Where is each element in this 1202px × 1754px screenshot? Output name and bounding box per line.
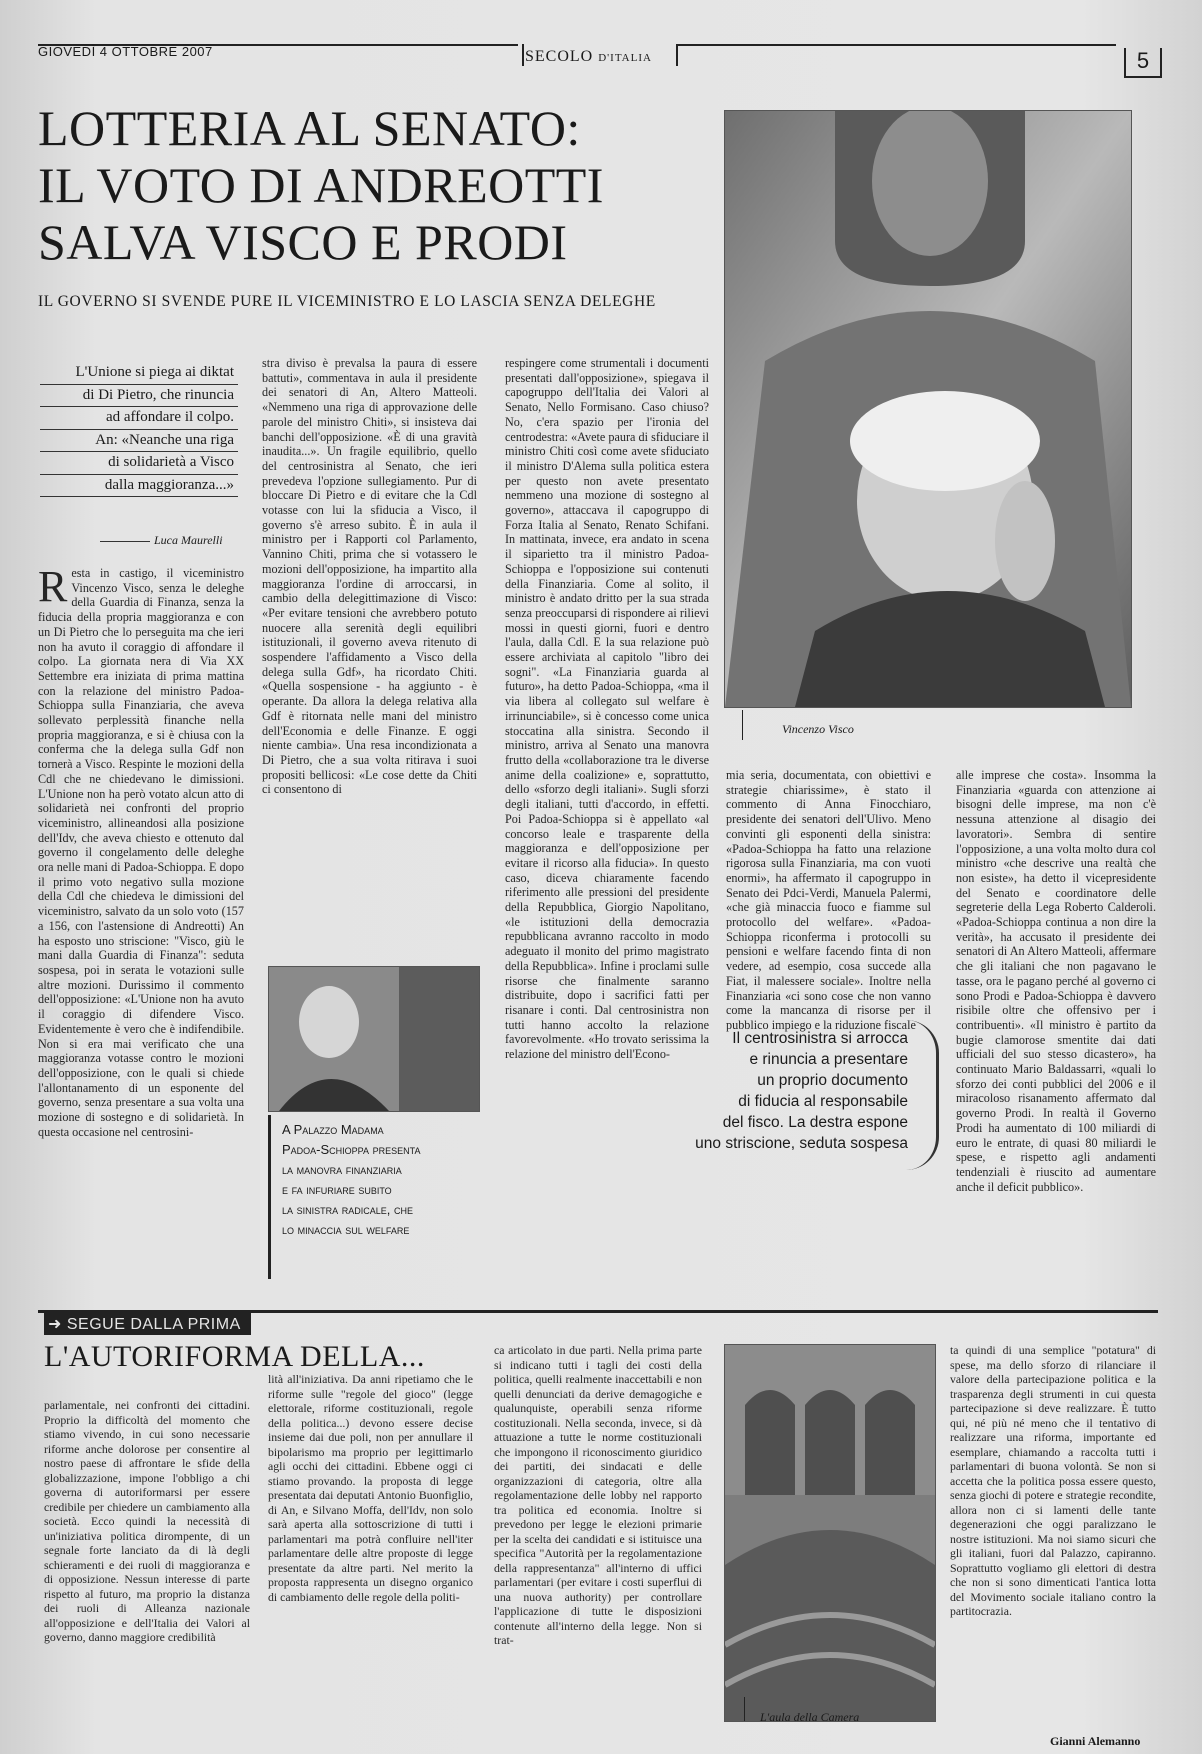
pull-quote-line: del fisco. La destra espone <box>722 1114 908 1131</box>
summary-line: L'Unione si piega ai diktat <box>40 362 238 385</box>
side-quote-line: A Palazzo Madama <box>282 1122 384 1137</box>
header-divider <box>522 44 524 66</box>
side-quote-line: Padoa-Schioppa presenta <box>282 1142 421 1157</box>
caption-rule <box>744 1697 745 1721</box>
side-quote <box>282 1120 492 1240</box>
pull-quote-line: un proprio documento <box>757 1072 908 1089</box>
second-article-column-2: lità all'iniziativa. Da anni ripetiamo che le riforme sulle "regole del gioco" (legge elettorale, riforme costituzionali, regole della politica...) devono essere decise insieme dai due poli, non per annullare il bipolarismo ma proprio per legittimarlo agli occhi dei cittadini. Ebbene oggi ci stiamo provando. la proposta di legge presentata dai deputati Antonio Buonfiglio, di An, e Silvano Moffa, dell'Idv, non solo sarà aperta alla sottoscrizione di tutti i parlamentari ma potrà confluire nell'iter parlamentare delle altre proposte di legge presentate da altre parti. Nel merito la proposta rappresenta un disegno organico di cambiamento delle regole della politi- <box>268 1372 473 1604</box>
pull-quote-bracket <box>906 1020 939 1170</box>
header-rule-right <box>678 44 1116 46</box>
arrow-right-icon: ➜ <box>48 1316 67 1333</box>
caption-rule <box>742 710 743 740</box>
photo-vincenzo-visco <box>724 110 1132 708</box>
second-article-column-1: parlamentale, nei confronti dei cittadini. Proprio la difficoltà del momento che stiamo vivendo, in cui sono necessarie riforme anche dolorose per consentire al nostro paese di affrontare le sfide della globalizzazione, impone l'obbligo a chi governa di autoriformarsi per essere credibile per chiedere un cambiamento alla società. Ecco quindi la necessità di un'iniziativa politica dirompente, di un segnale forte lanciato da di là degli schieramenti e dei ruoli di maggioranza e di opposizione. Nessun interesse di parte rispetto al futuro, ma proprio la distanza dei ruoli di Alleanza nazionale all'opposizione e dell'Italia dei Valori al governo, danno maggiore credibilità <box>44 1398 250 1644</box>
photo-illustration <box>725 1345 935 1721</box>
second-article-column-4: ta quindi di una semplice "potatura" di spese, ma dello sforzo di rilanciare il valore della partecipazione politica e la trasparenza degli strumenti in cui questa partecipazione si deve realizzare. È tutto qui, né più né meno che il tentativo di realizzare una riforma, importante ed esemplare, chiamando a raccolta tutti i parlamentari di buona volontà. Se non si accetta che la politica possa essere questo, senza giochi di potere e strategie recondite, allora non ci si lamenti delle tante degenerazioni che oggi paralizzano le nostre istituzioni. Ma noi siamo sicuri che gli italiani, fuori dal Palazzo, capiranno. Soprattutto vogliamo gli elettori di destra che non si sono dimenticati l'antica lotta del Movimento sociale italiano contro la partitocrazia. <box>950 1343 1156 1618</box>
side-quote-line: la manovra finanziaria <box>282 1162 402 1177</box>
summary-line: di Di Pietro, che rinuncia <box>40 385 238 408</box>
paper-name-main: SECOLO <box>525 48 594 65</box>
headline-line: IL VOTO DI ANDREOTTI <box>38 157 604 213</box>
subheadline: IL GOVERNO SI SVENDE PURE IL VICEMINISTRO E LO LASCIA SENZA DELEGHE <box>38 293 656 310</box>
photo-caption: L'aula della Camera <box>760 1710 860 1724</box>
pull-quote-line: di fiducia al responsabile <box>738 1093 908 1110</box>
author-signature: Gianni Alemanno <box>1050 1734 1141 1748</box>
header-divider <box>676 44 678 66</box>
page-number: 5 <box>1124 48 1162 78</box>
second-article-title: L'AUTORIFORMA DELLA... <box>44 1340 425 1373</box>
headline-line: SALVA VISCO E PRODI <box>38 214 568 270</box>
article-column-3: respingere come strumentali i documenti presentati dall'opposizione», spiegava il capogruppo dell'Italia dei Valori al Senato, Nello Formisano. Caso chiuso? No, c'era spazio per l'ironia del centrodestra: «Avete paura di sfiduciare il ministro Chiti così come avete sfiduciato il ministro D'Alema sulla politica estera per questo non avete presentato nemmeno una mozione di sostegno al governo», attaccava il capogruppo di Forza Italia al Senato, Renato Schifani. In mattinata, invece, era andato in scena il siparietto tra il ministro Padoa-Schioppa e l'opposizione sui contenuti della Finanziaria. Come al solito, il ministro è andato dritto per la sua strada senza preoccuparsi di rispondere ai rilievi mossi in questi giorni, fuori e dentro l'aula, dalla Cdl. E la sua relazione può essere archiviata al capitolo "libro dei sogni". «La Finanziaria guarda al futuro», ha detto Padoa-Schioppa, «ma il via libera al collegato sul welfare è irrinunciabile», si è concesso come unica stoccatina alla sinistra. Secondo il ministro, arriva al Senato una manovra frutto della «collaborazione tra le diverse anime della coalizione» e, soprattutto, dello «sforzo degli italiani». Sugli sforzi degli italiani, tutti d'accordo, in effetti. Poi Padoa-Schioppa si è appellato «al concorso leale e trasparente della maggioranza e dell'opposizione per evitare il ricorso alla fiducia». In questo caso, diceva chiaramente facendo riferimento alle pressioni del presidente della Repubblica, Giorgio Napolitano, «le istituzioni della democrazia repubblicana avranno raccolto in modo adeguato il monito del primo magistrato della Repubblica». Infine i proclami sulle risorse che finalmente saranno distribuite, dopo i sacrifici fatti per risanare i conti. Dal centrosinistra non tutti hanno accolto la relazione favorevolmente. «Ho trovato serissima la relazione del ministro dell'Econo- <box>505 356 709 1062</box>
photo-padoa-schioppa <box>268 966 480 1112</box>
article-column-5: alle imprese che costa». Insomma la Finanziaria «guarda con attenzione ai bisogni delle imprese, ma non c'è nessuna attenzione al disagio dei lavoratori». Sembra di sentire l'opposizione, a una volta molto dura col ministro «che descrive una realtà che non esiste», ha detto il vicepresidente del Senato e coordinatore delle segreterie della Lega Roberto Calderoli. «Padoa-Schioppa continua a non dire la verità», ha accusato il presidente dei senatori di An Altero Matteoli, affermare che gli italiani che non pagavano le tasse, ora le pagano perché al governo ci sono Prodi e Padoa-Schioppa è davvero risibile oltre che offensivo per i contribuenti». «Il ministro è partito da bugie clamorose smentite dai dati ufficiali del suo stesso dicastero», ha continuato Mario Baldassarri, «quali lo sforzo dei conti pubblici del 2006 e il miracoloso risanamento affermato dal governo Prodi. In realtà il Governo Prodi ha aumentato di 100 miliardi di euro le entrate, di quasi 80 miliardi le spese, e rispetto agli andamenti tendenziali è riuscito ad aumentare anche il deficit pubblico». <box>956 768 1156 1194</box>
drop-cap: R <box>38 566 68 611</box>
photo-illustration <box>269 967 479 1111</box>
summary-box <box>40 362 238 497</box>
headline-line: LOTTERIA AL SENATO: <box>38 100 581 156</box>
side-quote-rule <box>268 1115 271 1279</box>
article-column-4: mia seria, documentata, con obiettivi e strategie chiarissime», è stato il commento di Anna Finocchiaro, presidente dei senatori dell'Ulivo. Meno convinti gli esponenti della sinistra: «Padoa-Schioppa ha fatto una relazione rigorosa sulla Finanziaria, ma con vuoti enormi», ha affermato il capogruppo in Senato dei Pdci-Verdi, Manuela Palermi, «che già minaccia fuoco e fiamme sul protocollo del welfare». «Padoa-Schioppa riconferma i protocolli su pensioni e welfare facendo finta di non vedere, ad esempio, cosa succede alla Fiat, il malessere sociale». Inoltre nella Finanziaria «ci sono cose che non vanno come la mancanza di risorse per il pubblico impiego e la riduzione fiscale <box>726 768 931 1032</box>
second-article-column-3: ca articolato in due parti. Nella prima parte si indicano tutti i tagli dei costi della politica, quelli realmente inaccettabili e non quelli denunciati da derive demagogiche e qualunquiste, operabili senza riforme costituzionali. Nella seconda, invece, si dà attuazione a tutte le norme costituzionali che impongono il riconoscimento giuridico dei partiti, dei sindacati e delle organizzazioni di categoria, oltre alla regolamentazione delle lobby nel rapporto tra politica ed economia. Inoltre si prevedono per legge le elezioni primarie per la scelta dei candidati e si istituisce una specifica "Autorità per la regolamentazione della rappresentanza" all'interno di uffici parlamentari (per evitare i costi superflui di una nuova authority) per controllare l'applicazione di tutte le disposizioni contenute all'interno della legge. Non si trat- <box>494 1343 702 1647</box>
paper-name-suffix: D'ITALIA <box>598 52 652 64</box>
summary-line: di solidarietà a Visco <box>40 452 238 475</box>
side-quote-line: la sinistra radicale, che <box>282 1202 413 1217</box>
pull-quote-line: Il centrosinistra si arrocca <box>732 1030 908 1047</box>
paper-name <box>525 48 652 66</box>
photo-aula-camera <box>724 1344 936 1722</box>
pull-quote-line: e rinuncia a presentare <box>749 1051 908 1068</box>
side-quote-line: e fa infuriare subito <box>282 1182 392 1197</box>
photo-caption: Vincenzo Visco <box>782 722 854 736</box>
side-quote-line: lo minaccia sul welfare <box>282 1222 410 1237</box>
article-column-2: stra diviso è prevalsa la paura di essere battuti», commentava in aula il presidente dei senatori di An, Altero Matteoli. «Nemmeno una riga di approvazione delle parole del ministro Chiti», si insisteva dai banchi dell'opposizione. «È di una gravità inaudita...». Un fragile equilibrio, quello del centrosinistra al Senato, che ieri prevedeva l'opzione sullegiamento. Pur di bloccare Di Pietro e di evitare che la Cdl votasse con lui la sfiducia a Visco, il governo s'è arreso subito. È in aula il ministro per i Rapporti col Parlamento, Vannino Chiti, prima che si votassero le mozioni dell'opposizione, ha impartito alla maggioranza l'ordine di arroccarsi, in cambio della delegittimazione di Visco: «Per evitare tensioni che avrebbero potuto nuocere alla serenità degli equilibri istituzionali, il governo aveva ritenuto di sospendere l'affidamento a Visco della delega sulla Gdf», ha ricordato Chiti. «Quella sospensione - ha aggiunto - è operante. Da allora la delega relativa alla Gdf è ritornata nelle mani del ministro dell'Economia e delle Finanze. E oggi niente cambia». Una resa incondizionata a Di Pietro, che a sua volta ritirava i suoi propositi bellicosi: «Le cose dette da Chiti ci consentono di <box>262 356 477 797</box>
column-text: esta in castigo, il viceministro Vincenzo Visco, senza le deleghe della Guardia di Finanza, senza la fiducia della propria maggioranza e con un Di Pietro che lo perseguita ma che ieri non ha avuto il coraggio di affondare il colpo. La giornata nera di Via XX Settembre era iniziata di prima mattina con la relazione del ministro Padoa-Schioppa sulla Finanziaria, che aveva sollevato perplessità finanche nella propria maggioranza, e si è chiusa con la conferma che la delega sulla Gdf non tornerà a Visco. Respinte le mozioni della Cdl che ne chiedevano le dimissioni. L'Unione non ha però votato alcun atto di solidarietà nei confronti del proprio viceministro, allineandosi alla posizione dell'Idv, che aveva chiesto e ottenuto dal governo il congelamento delle deleghe ora nelle mani di Padoa-Schioppa. E dopo il primo voto negativo sulla mozione della Cdl che chiedeva le dimissioni del viceministro, salvato da un solo voto (157 a 156, con l'astensione di Andreotti) An ha esposto uno striscione: "Visco, giù le mani dalla Guardia di Finanza": seduta sospesa, poi in serata le votazioni sulle altre mozioni. Durissimo il commento dell'opposizione: «L'Unione non ha avuto il coraggio di difendere Visco. Evidentemente è vero che è indifendibile. Non si era mai verificato che una maggioranza votasse contro le mozioni dell'opposizione, con le quali si chiede l'allontanamento di un esponente del governo, senza presentare a sua volta una mozione di sostegno e di solidarietà. In questa occasione nel centrosini- <box>38 566 244 1139</box>
pull-quote <box>660 1028 908 1154</box>
summary-line: dalla maggioranza...» <box>40 475 238 498</box>
section-label-text: SEGUE DALLA PRIMA <box>66 1316 241 1333</box>
section-label <box>44 1312 251 1335</box>
headline <box>38 100 728 271</box>
article-column-1 <box>38 566 244 1278</box>
pull-quote-line: uno striscione, seduta sospesa <box>695 1135 908 1152</box>
header-date: GIOVEDÌ 4 OTTOBRE 2007 <box>38 44 213 59</box>
author-byline: Luca Maurelli <box>100 533 223 548</box>
photo-illustration <box>725 111 1131 707</box>
summary-line: An: «Neanche una riga <box>40 430 238 453</box>
summary-line: ad affondare il colpo. <box>40 407 238 430</box>
